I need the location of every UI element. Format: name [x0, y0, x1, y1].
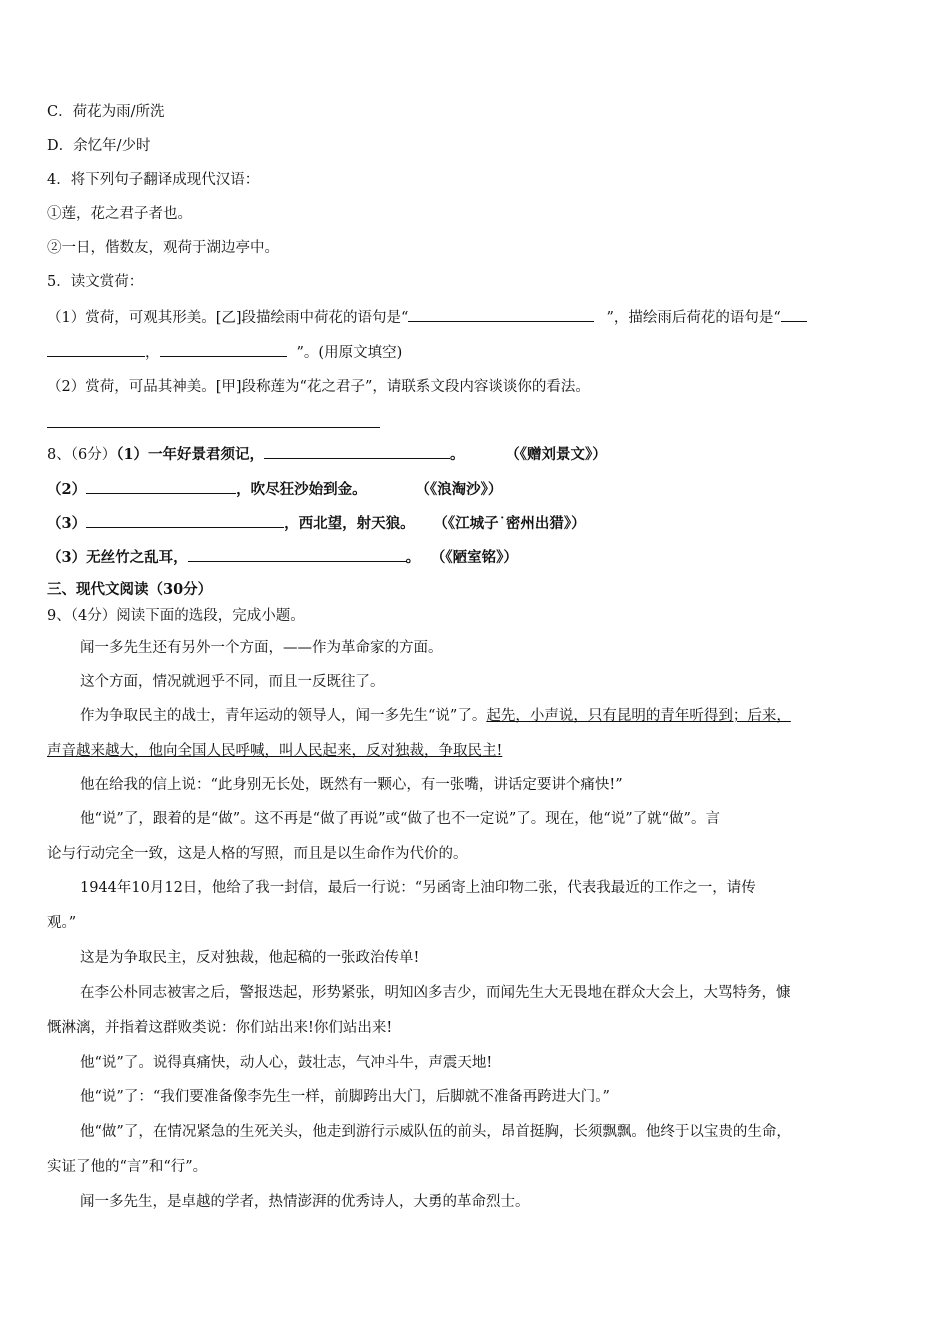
passage-paragraph: 闻一多先生，是卓越的学者，热情澎湃的优秀诗人，大勇的革命烈士。: [80, 1194, 530, 1210]
q4-sentence-2: ②一日，偕数友，观荷于湖边亭中。: [47, 240, 279, 256]
passage-paragraph: 他在给我的信上说：“此身别无长处，既然有一颗心，有一张嘴，讲话定要讲个痛快!”: [80, 777, 623, 793]
passage-paragraph: 他“说”了，跟着的是“做”。这不再是“做了再说”或“做了也不一定说”了。现在，他“说”了就“做”。言: [80, 811, 720, 827]
q5-prompt: 5．读文赏荷：: [47, 274, 144, 290]
underlined-text: 声音越来越大，他向全国人民呼喊，叫人民起来，反对独裁，争取民主!: [47, 743, 503, 759]
q8-l4-text: （3）无丝竹之乱耳，: [47, 549, 188, 566]
passage-paragraph: 他“说”了。说得真痛快，动人心，鼓壮志，气冲斗牛，声震天地!: [80, 1055, 493, 1071]
q5-part1-text-end: ”。(用原文填空): [296, 345, 403, 361]
q8-l3-source: （《江城子˙密州出猎》）: [440, 515, 586, 532]
q9-heading: 9、（4分）阅读下面的选段，完成小题。: [47, 608, 305, 624]
passage-text: 作为争取民主的战士，青年运动的领导人，闻一多先生“说”了。: [80, 708, 487, 724]
option-c: C．荷花为雨/所洗: [47, 104, 165, 120]
q8-line-4: [47, 546, 518, 568]
q8-l3-text: ，西北望，射天狼。: [284, 515, 415, 532]
q5-part1-text-start: （1）赏荷，可观其形美。[乙]段描绘雨中荷花的语句是“: [47, 310, 409, 326]
passage-paragraph: 在李公朴同志被害之后，警报迭起，形势紧张，明知凶多吉少，而闻先生大无畏地在群众大会上，大骂特务，慷: [80, 985, 791, 1001]
q5-part2: （2）赏荷，可品其神美。[甲]段称莲为“花之君子”，请联系文段内容谈谈你的看法。: [47, 379, 590, 395]
q4-sentence-1: ①莲，花之君子者也。: [47, 206, 192, 222]
passage-paragraph-cont: 观。”: [47, 915, 77, 931]
answer-blank[interactable]: [264, 443, 450, 459]
passage-paragraph: 他“说”了：“我们要准备像李先生一样，前脚跨出大门，后脚就不准备再跨进大门。”: [80, 1089, 610, 1105]
q5-part1-line1: [47, 306, 807, 328]
answer-blank[interactable]: [408, 306, 594, 322]
q8-line-2: [47, 478, 502, 500]
answer-blank[interactable]: [47, 341, 145, 357]
q5-part1-text-mid: ”，描绘雨后荷花的语句是“: [606, 310, 781, 326]
answer-blank[interactable]: [86, 478, 236, 494]
q8-l1-source: （《赠刘景文》）: [512, 446, 607, 463]
q5-part1-line2: [47, 341, 402, 363]
q5-part1-comma: ，: [145, 345, 160, 361]
q8-l1-text: （1）一年好景君须记，: [116, 446, 265, 463]
section-3-heading: 三、现代文阅读（30分）: [47, 581, 213, 598]
answer-blank[interactable]: [160, 341, 287, 357]
answer-blank[interactable]: [781, 306, 807, 322]
passage-paragraph: 他“做”了，在情况紧急的生死关头，他走到游行示威队伍的前头，昂首挺胸，长须飘飘。他终于以宝贵的生命，: [80, 1124, 791, 1140]
q8-l4-source: （《陋室铭》）: [438, 549, 518, 566]
passage-paragraph-cont: 论与行动完全一致，这是人格的写照，而且是以生命作为代价的。: [47, 846, 468, 862]
passage-paragraph: [80, 706, 791, 726]
q8-l4-end: 。: [405, 549, 421, 566]
underlined-text: 起先，小声说，只有昆明的青年听得到；后来，: [486, 708, 791, 724]
q8-l2-num: （2）: [47, 481, 87, 498]
passage-paragraph-cont: 实证了他的“言”和“行”。: [47, 1159, 208, 1175]
q8-heading: 8、（6分）: [47, 447, 117, 463]
q8-line-1: [47, 443, 607, 465]
q8-l2-source: （《浪淘沙》）: [422, 481, 503, 498]
q8-line-3: [47, 512, 586, 534]
q8-l1-end: 。: [450, 446, 465, 463]
q8-l3-num: （3）: [47, 515, 87, 532]
answer-line[interactable]: [47, 427, 380, 428]
option-d: D．余忆年/少时: [47, 138, 151, 154]
passage-paragraph: 闻一多先生还有另外一个方面，——作为革命家的方面。: [80, 640, 443, 656]
answer-blank[interactable]: [86, 512, 284, 528]
passage-paragraph: 这是为争取民主，反对独裁，他起稿的一张政治传单!: [80, 950, 420, 966]
answer-blank[interactable]: [188, 546, 406, 562]
passage-paragraph: 这个方面，情况就迥乎不同，而且一反既往了。: [80, 674, 385, 690]
q8-l2-text: ，吹尽狂沙始到金。: [236, 481, 367, 498]
q4-prompt: 4．将下列句子翻译成现代汉语：: [47, 172, 260, 188]
passage-paragraph: 1944年10月12日，他给了我一封信，最后一行说：“另函寄上油印物二张，代表我最近的工作之一，请传: [80, 880, 756, 896]
passage-paragraph-cont: 慨淋漓，并指着这群败类说：你们站出来!你们站出来!: [47, 1020, 393, 1036]
